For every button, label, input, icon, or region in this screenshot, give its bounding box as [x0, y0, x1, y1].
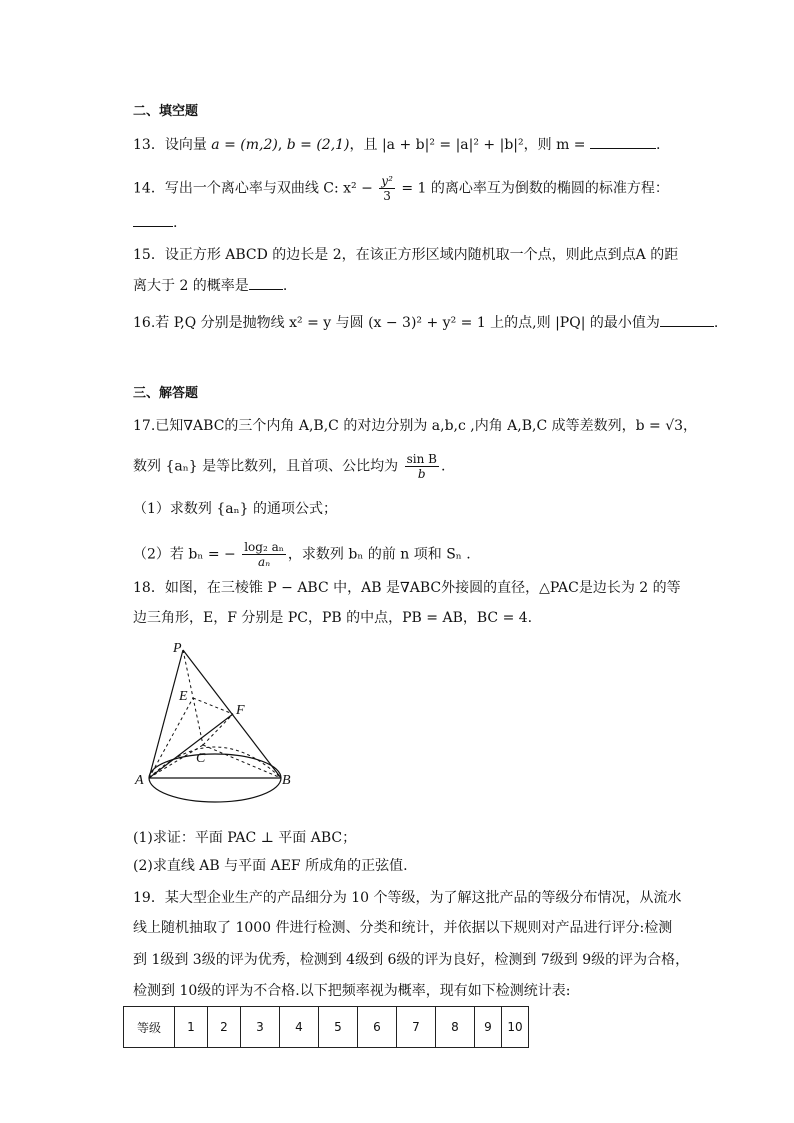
grade-cell: 2: [208, 1007, 241, 1048]
question-13: 13．设向量 a = (m,2), b = (2,1)，且 |a + b|² = |a|² + |b|²，则 m = .: [133, 134, 660, 155]
question-19-line3: 到 1级到 3级的评为优秀，检测到 4级到 6级的评为良好，检测到 7级到 9级的评为合格，: [133, 952, 690, 968]
pyramid-figure: [133, 638, 313, 818]
fraction-y2-over-3: $\frac{\text{y²}}{3}$: [381, 174, 393, 203]
answer-blank-14[interactable]: [133, 212, 173, 227]
table-row: [124, 1007, 529, 1048]
label-B: B: [282, 773, 291, 788]
answer-blank-16[interactable]: [660, 312, 714, 327]
grade-cell: 5: [319, 1007, 358, 1048]
answer-blank-13[interactable]: [590, 134, 656, 149]
question-17-part1: （1）求数列 {aₙ} 的通项公式；: [133, 501, 338, 517]
label-P: P: [173, 641, 182, 656]
grade-cell: 6: [358, 1007, 397, 1048]
question-18-part2: (2)求直线 AB 与平面 AEF 所成角的正弦值.: [133, 858, 408, 874]
grade-table: [123, 1006, 529, 1048]
question-14: 14．写出一个离心率与双曲线 C: x² − $\frac{\text{y²}}{3}$ = 1 的离心率互为倒数的椭圆的标准方程：: [133, 174, 669, 203]
section-title-fill-in: 二、填空题: [133, 104, 199, 119]
grade-cell: 10: [502, 1007, 529, 1048]
question-19-line1: 19．某大型企业生产的产品细分为 10 个等级，为了解这批产品的等级分布情况，从流水: [133, 890, 682, 906]
grade-cell: 4: [280, 1007, 319, 1048]
question-19-line4: 检测到 10级的评为不合格.以下把频率视为概率，现有如下检测统计表:: [133, 983, 571, 999]
question-14-answer-line: .: [133, 212, 177, 233]
edge-CF: [203, 714, 233, 745]
edge-CB: [203, 745, 281, 778]
question-18-line1: 18．如图，在三棱锥 P − ABC 中，AB 是∇ABC外接圆的直径，△PAC是边长为 2 的等: [133, 580, 681, 596]
grade-cell: 7: [397, 1007, 436, 1048]
grade-cell: 1: [175, 1007, 208, 1048]
question-17-line1: 17.已知∇ABC的三个内角 A,B,C 的对边分别为 a,b,c ,内角 A,B,C 成等差数列，b = √3，: [133, 418, 698, 434]
question-16: 16.若 P,Q 分别是抛物线 x² = y 与圆 (x − 3)² + y² = 1 上的点,则 |PQ| 的最小值为 .: [133, 312, 718, 333]
question-18-part1: (1)求证：平面 PAC ⊥ 平面 ABC；: [133, 830, 357, 846]
fraction-log-over-an: $\frac{\text{log₂ aₙ}}{\text{aₙ}}$: [244, 540, 284, 569]
grade-cell: 3: [241, 1007, 280, 1048]
edge-EF: [193, 698, 233, 714]
question-18-line2: 边三角形，E，F 分别是 PC，PB 的中点，PB = AB，BC = 4.: [133, 610, 533, 626]
grade-cell: 9: [475, 1007, 502, 1048]
question-17-part2: （2）若 bₙ = − $\frac{\text{log₂ aₙ}}{\text{aₙ}}$ ，求数列 bₙ 的前 n 项和 Sₙ .: [133, 540, 471, 569]
label-C: C: [196, 751, 206, 766]
question-17-line2: 数列 {aₙ} 是等比数列，且首项、公比均为 $\frac{\text{sin B}}{b}$ .: [133, 452, 446, 481]
question-15-line2: 离大于 2 的概率是 .: [133, 275, 287, 296]
label-E: E: [179, 689, 188, 704]
question-15-line1: 15．设正方形 ABCD 的边长是 2，在该正方形区域内随机取一个点，则此点到点A 的距: [133, 247, 679, 263]
edge-AF: [149, 714, 233, 778]
fraction-sinB-over-b: $\frac{\text{sin B}}{b}$: [406, 452, 437, 481]
label-A: A: [135, 773, 144, 788]
edge-PA: [149, 650, 183, 778]
label-F: F: [236, 703, 245, 718]
table-header-cell: 等级: [124, 1007, 175, 1048]
question-19-line2: 线上随机抽取了 1000 件进行检测、分类和统计，并依据以下规则对产品进行评分:检测: [133, 920, 673, 936]
grade-cell: 8: [436, 1007, 475, 1048]
edge-AE: [149, 698, 193, 778]
section-title-solutions: 三、解答题: [133, 386, 199, 401]
answer-blank-15[interactable]: [249, 275, 283, 290]
